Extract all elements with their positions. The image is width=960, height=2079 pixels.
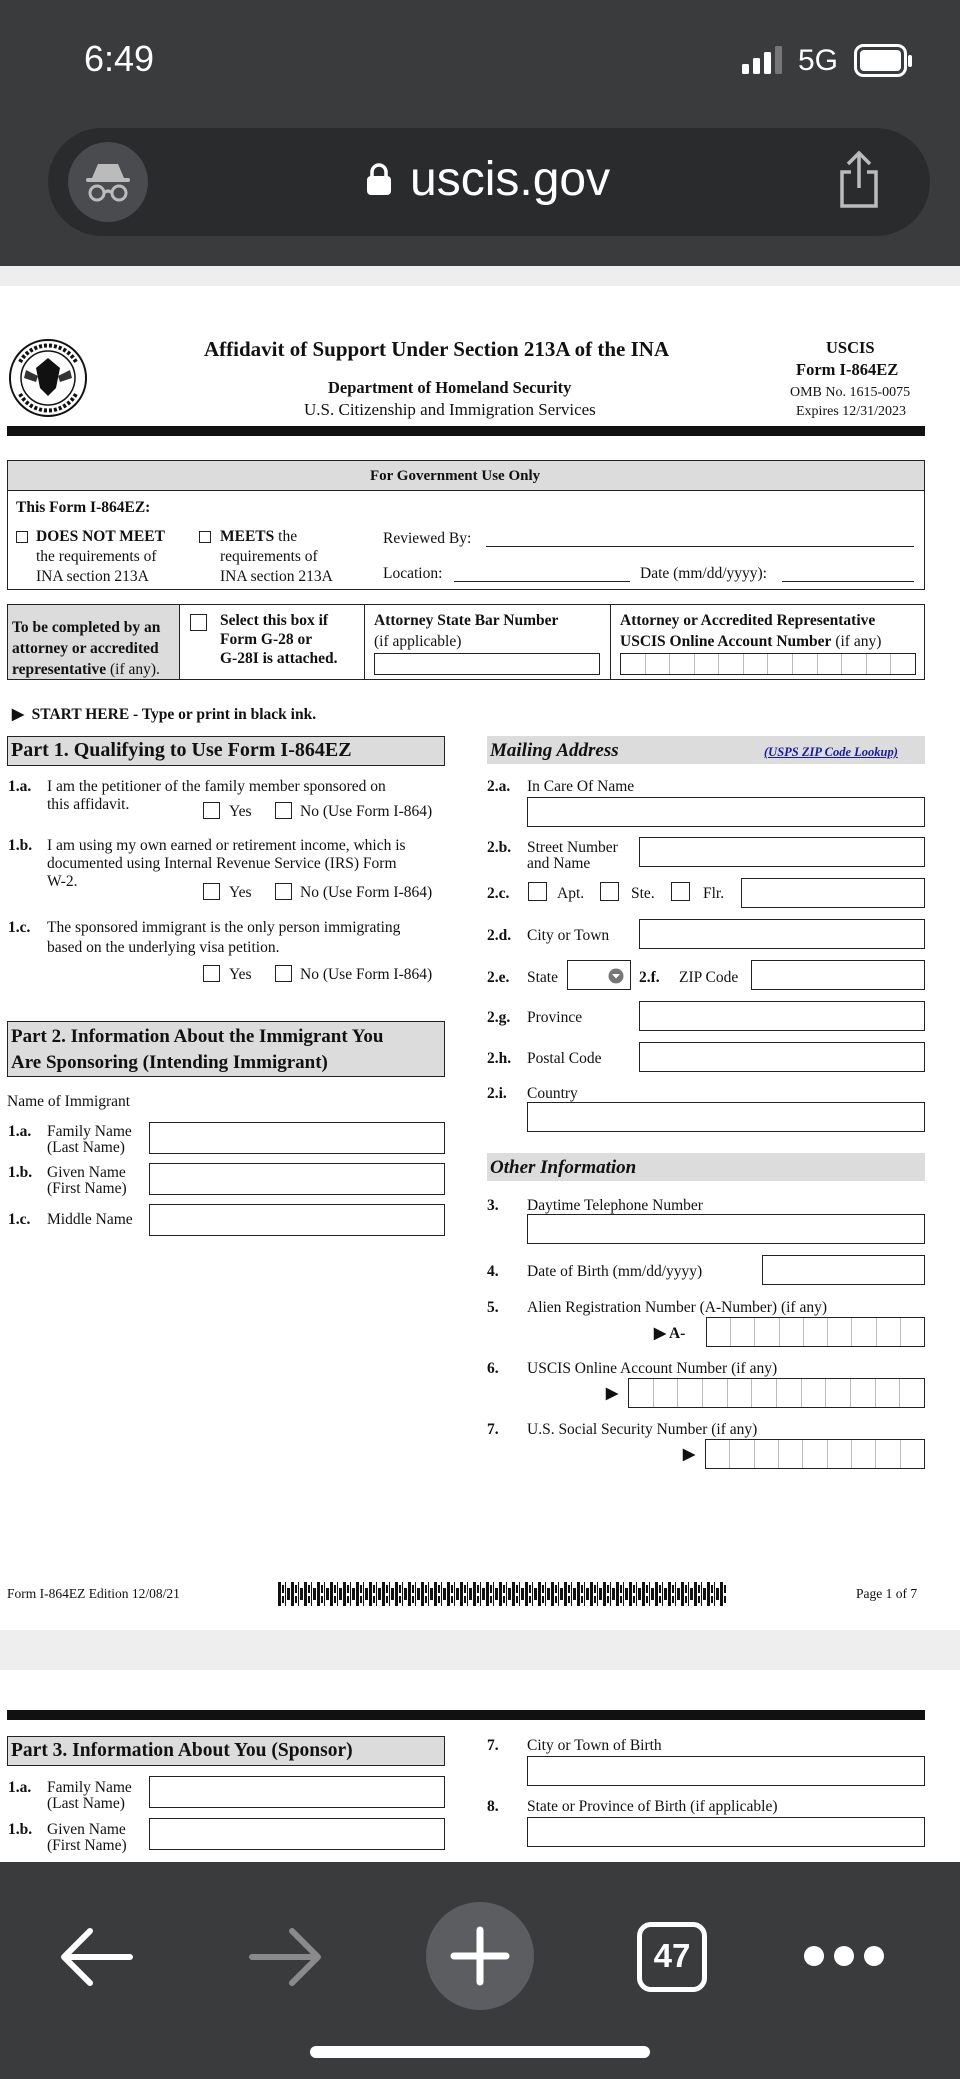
ssn-input[interactable] [705,1439,925,1469]
back-icon[interactable] [58,1926,134,1988]
start-here [12,705,316,724]
q1a-text: this affidavit. [47,796,130,813]
dhs-seal-icon [8,338,88,418]
sponsor-family-name-input[interactable] [149,1776,445,1808]
given-name-label: Given Name [47,1164,126,1181]
given-name-hint: (First Name) [47,1180,127,1197]
zip-input[interactable] [751,960,925,990]
part1-title: Part 1. Qualifying to Use Form I-864EZ [11,739,352,761]
does-not-meet-checkbox[interactable] [16,531,28,543]
incognito-icon [84,160,132,204]
reviewed-by-label: Reviewed By: [383,530,472,547]
5-number: 5. [487,1299,499,1316]
new-tab-icon [450,1926,510,1986]
p2-1c-number: 1.c. [8,1211,31,1228]
divider [364,605,365,679]
2h-number: 2.h. [487,1050,512,1067]
rep-account-bold: USCIS Online Account Number [620,633,832,650]
pdf-page-2 [0,1670,960,1862]
immigrant-family-name-input[interactable] [149,1122,445,1154]
q1b-number: 1.b. [8,837,33,854]
arrow-icon: ▶ [12,706,24,723]
status-bar [0,0,960,130]
part3-title: Part 3. Information About You (Sponsor) [11,1740,353,1761]
bar-number-label: Attorney State Bar Number [374,612,559,629]
6-number: 6. [487,1360,499,1377]
7-number: 7. [487,1421,499,1438]
usps-lookup-link[interactable]: (USPS ZIP Code Lookup) [764,745,898,759]
location-field[interactable] [454,581,630,582]
no-label: No (Use Form I-864) [300,803,433,820]
name-of-immigrant-label: Name of Immigrant [7,1093,131,1110]
sponsor-given-name-input[interactable] [149,1818,445,1850]
city-input[interactable] [639,919,925,949]
this-form-label: This Form I-864EZ: [16,499,151,516]
part2-title: Part 2. Information About the Immigrant You [11,1026,384,1047]
date-field[interactable] [782,581,914,582]
arrow-icon: ▶ [683,1446,695,1463]
q1a-text: I am the petitioner of the family member sponsored on [47,778,386,795]
more-icon[interactable] [802,1944,886,1968]
q1b-yes-checkbox[interactable] [203,883,220,900]
location-label: Location: [383,565,443,582]
address-bar[interactable] [48,128,930,236]
p3-8-number: 8. [487,1798,499,1815]
dropdown-icon [608,968,624,984]
p3-7-number: 7. [487,1737,499,1754]
attorney-bold: representative [12,661,107,678]
page-gap [0,1630,960,1670]
yes-label: Yes [229,966,252,983]
street-label: Street Number [527,839,618,856]
street-label: and Name [527,855,591,872]
anumber-prefix [654,1324,685,1343]
care-of-label: In Care Of Name [527,778,635,795]
network-label: 5G [798,44,839,77]
postal-input[interactable] [639,1042,925,1072]
q1c-no-checkbox[interactable] [275,965,292,982]
omb-number: OMB No. 1615-0075 [790,385,911,400]
q1c-text: The sponsored immigrant is the only person immigrating [47,919,401,936]
new-tab-button[interactable] [426,1902,534,2010]
g28-text: Form G-28 or [220,631,313,648]
q1b-text: I am using my own earned or retirement income, which is [47,837,406,854]
browser-toolbar [0,1862,960,2079]
yes-label: Yes [229,884,252,901]
agency-name: U.S. Citizenship and Immigration Services [304,400,596,419]
form-id: Form I-864EZ [796,360,899,379]
tabs-count: 47 [653,1937,691,1974]
yes-label: Yes [229,803,252,820]
meets-label [220,527,297,546]
meets-bold: MEETS [220,528,275,545]
online-account-input[interactable] [628,1378,925,1408]
ssn-label: U.S. Social Security Number (if any) [527,1421,758,1438]
bar-number-hint: (if applicable) [374,633,462,650]
province-label: Province [527,1009,583,1026]
q1a-yes-checkbox[interactable] [203,802,220,819]
q1c-text: based on the underlying visa petition. [47,939,280,956]
country-input[interactable] [527,1102,925,1132]
does-not-meet-label: DOES NOT MEET [36,528,165,545]
incognito-button[interactable] [68,142,148,222]
middle-name-label: Middle Name [47,1211,133,1228]
g28-text: G-28I is attached. [220,650,338,667]
g28-checkbox[interactable] [190,614,207,631]
meets-text: requirements of [220,548,318,565]
given-name-label: Given Name [47,1821,126,1838]
family-name-hint: (Last Name) [47,1139,125,1156]
zip-label: ZIP Code [679,969,739,986]
g28-text: Select this box if [220,612,329,629]
home-indicator[interactable] [310,2046,650,2058]
4-number: 4. [487,1263,499,1280]
other-info-title: Other Information [490,1157,637,1178]
battery-icon [854,44,914,78]
family-name-label: Family Name [47,1123,132,1140]
no-label: No (Use Form I-864) [300,966,433,983]
province-input[interactable] [639,1001,925,1031]
arrow-icon: ▶ [654,1325,666,1342]
no-label: No (Use Form I-864) [300,884,433,901]
2a-number: 2.a. [487,778,511,795]
q1a-number: 1.a. [8,778,32,795]
does-not-meet-text: the requirements of [36,548,157,565]
header-rule [7,426,925,436]
q1b-text: documented using Internal Revenue Service (IRS) Form [47,855,397,872]
page-number: Page 1 of 7 [856,1586,918,1601]
meets-suffix: the [274,528,298,545]
rep-account-suffix: (if any) [831,633,882,650]
does-not-meet-text: INA section 213A [36,568,149,585]
q1c-number: 1.c. [8,919,31,936]
apt-label: Apt. [557,885,585,902]
p3-1b-number: 1.b. [8,1821,33,1838]
q1a-no-checkbox[interactable] [275,802,292,819]
p2-1a-number: 1.a. [8,1123,32,1140]
header-rule [7,1710,925,1720]
p2-1b-number: 1.b. [8,1164,33,1181]
2c-number: 2.c. [487,885,510,902]
q1b-text: W-2. [47,873,78,890]
attorney-text: To be completed by an [12,619,161,636]
url-text[interactable]: uscis.gov [410,153,611,206]
state-select[interactable] [567,960,631,990]
2d-number: 2.d. [487,927,512,944]
country-label: Country [527,1085,578,1102]
date-label: Date (mm/dd/yyyy): [640,565,767,582]
city-of-birth-input[interactable] [527,1756,925,1786]
uscis-label: USCIS [826,338,875,357]
2f-number: 2.f. [639,969,660,986]
2g-number: 2.g. [487,1009,511,1026]
online-account-label: USCIS Online Account Number (if any) [527,1360,778,1377]
postal-label: Postal Code [527,1050,602,1067]
rep-account-field[interactable] [620,653,916,675]
given-name-hint: (First Name) [47,1837,127,1854]
attorney-text [12,660,160,679]
flr-label: Flr. [703,885,725,902]
state-label: State [527,969,558,986]
p3-1a-number: 1.a. [8,1779,32,1796]
anumber-input[interactable] [706,1317,925,1347]
2i-number: 2.i. [487,1085,507,1102]
meets-checkbox[interactable] [199,531,211,543]
status-time: 6:49 [84,38,155,79]
share-icon[interactable] [836,150,882,210]
immigrant-middle-name-input[interactable] [149,1204,445,1236]
a-prefix-text: A- [668,1325,686,1342]
phone-input[interactable] [527,1214,925,1244]
expires: Expires 12/31/2023 [796,404,907,419]
ste-label: Ste. [631,885,655,902]
apt-checkbox[interactable] [528,882,547,901]
barcode-icon [278,1582,726,1606]
family-name-hint: (Last Name) [47,1795,125,1812]
dept-name: Department of Homeland Security [328,378,572,397]
signal-icon [742,46,786,76]
form-title: Affidavit of Support Under Section 213A of the INA [204,337,670,361]
divider [610,605,611,679]
2b-number: 2.b. [487,839,512,856]
rep-account-label [620,632,881,651]
start-here-text: START HERE - Type or print in black ink. [31,706,317,723]
city-label: City or Town [527,927,610,944]
reviewed-by-field[interactable] [486,546,914,547]
mailing-title: Mailing Address [490,740,619,761]
part2-title: Are Sponsoring (Intending Immigrant) [11,1052,328,1073]
pdf-page-1 [0,286,960,1630]
unit-number-input[interactable] [741,878,925,908]
bar-number-field[interactable] [374,653,600,675]
lock-icon [366,162,392,196]
state-of-birth-input[interactable] [527,1817,925,1847]
ste-checkbox[interactable] [600,882,619,901]
forward-icon[interactable] [248,1926,324,1988]
immigrant-given-name-input[interactable] [149,1163,445,1195]
dob-input[interactable] [762,1255,925,1285]
meets-text: INA section 213A [220,568,333,585]
page-gap [0,266,960,286]
phone-label: Daytime Telephone Number [527,1197,703,1214]
family-name-label: Family Name [47,1779,132,1796]
q1b-no-checkbox[interactable] [275,883,292,900]
gov-use-title: For Government Use Only [370,468,541,484]
flr-checkbox[interactable] [671,882,690,901]
rep-account-label: Attorney or Accredited Representative [620,612,876,629]
attorney-text: attorney or accredited [12,640,159,657]
q1c-yes-checkbox[interactable] [203,965,220,982]
tabs-button[interactable] [637,1922,707,1992]
arrow-icon: ▶ [606,1385,618,1402]
state-of-birth-label: State or Province of Birth (if applicable) [527,1798,778,1815]
attorney-suffix: (if any). [106,661,160,678]
2e-number: 2.e. [487,969,510,986]
3-number: 3. [487,1197,499,1214]
dob-label: Date of Birth (mm/dd/yyyy) [527,1263,703,1280]
footer-edition: Form I-864EZ Edition 12/08/21 [7,1586,180,1601]
care-of-input[interactable] [527,797,925,827]
anumber-label: Alien Registration Number (A-Number) (if any) [527,1299,828,1316]
street-input[interactable] [639,837,925,867]
city-of-birth-label: City or Town of Birth [527,1737,662,1754]
